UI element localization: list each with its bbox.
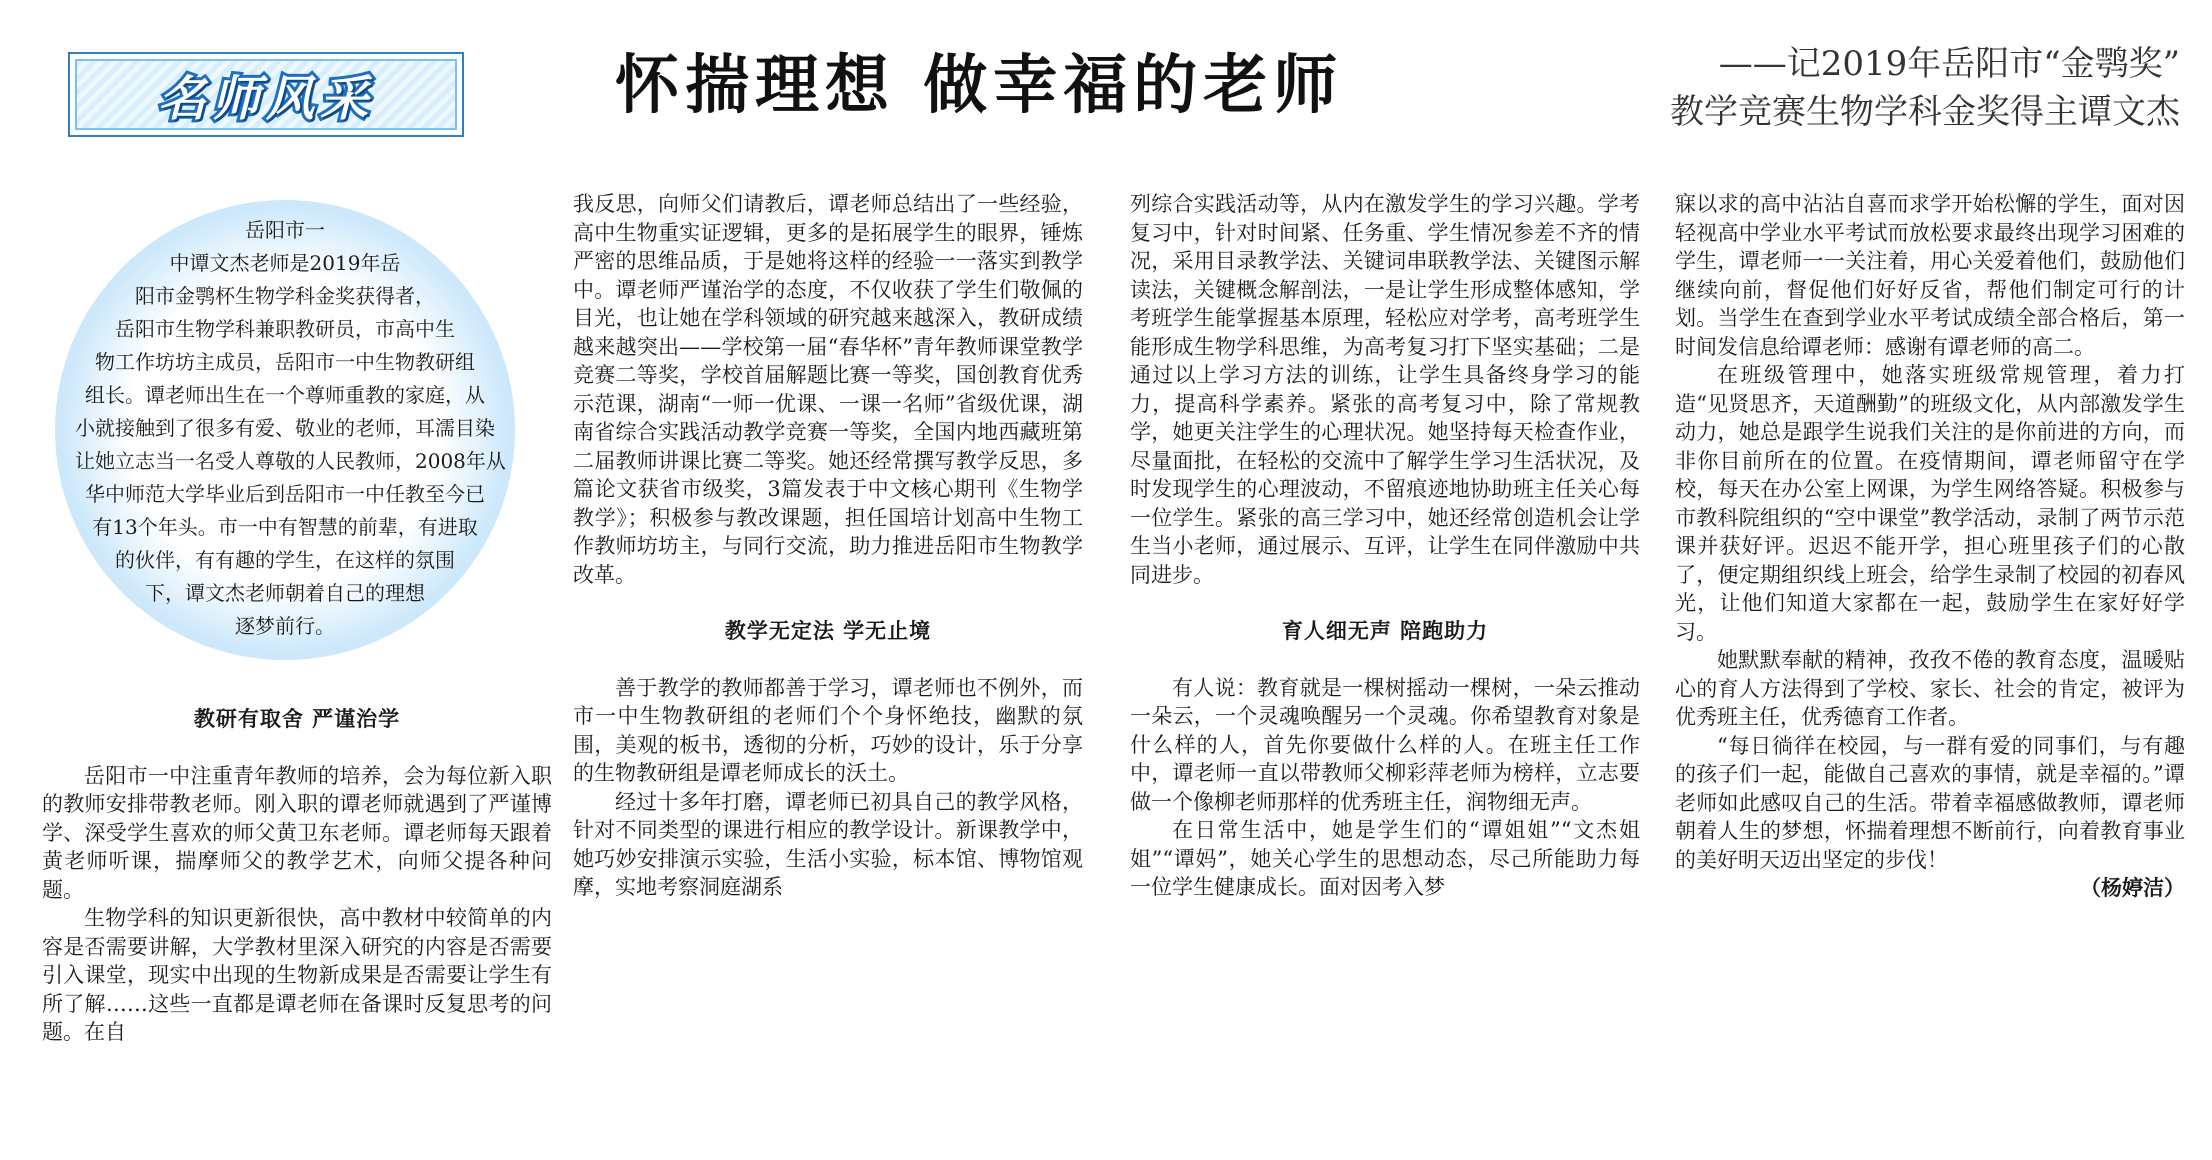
- intro-text: [75, 214, 506, 643]
- intro-line: 有13个年头。市一中有智慧的前辈，有进取: [92, 515, 478, 539]
- article-column-1: [42, 705, 552, 1047]
- intro-line: 的伙伴，有有趣的学生，在这样的氛围: [115, 548, 455, 572]
- body-paragraph: 在日常生活中，她是学生们的“谭姐姐”“文杰姐姐”“谭妈”，她关心学生的思想动态，尽己所能助力每一位学生健康成长。面对因考入梦: [1130, 818, 1640, 899]
- subheadline-line-1: ——记2019年岳阳市“金鹗奖”: [1718, 44, 2180, 84]
- body-paragraph: 我反思，向师父们请教后，谭老师总结出了一些经验，高中生物重实证逻辑，更多的是拓展学生的眼界，锤炼严密的思维品质，于是她将这样的经验一一落实到教学中。谭老师严谨治学的态度，不仅收获了学生们敬佩的目光，也让她在学科领域的研究越来越深入，教研成绩越来越突出——学校第一届“春华杯”青年教师课堂教学竞赛二等奖，学校首届解题比赛一等奖，国创教育优秀示范课，湖南“一师一优课、一课一名师”省级优课，湖南省综合实践活动教学竞赛一等奖，全国内地西藏班第二届教师讲课比赛二等奖。她还经常撰写教学反思，多篇论文获省市级奖，3篇发表于中文核心期刊《生物学教学》；积极参与教改课题，担任国培计划高中生物工作教师坊坊主，与同行交流，助力推进岳阳市生物教学改革。: [573, 192, 1083, 587]
- intro-line: 小就接触到了很多有爱、敬业的老师，耳濡目染: [75, 416, 495, 440]
- column-badge-frame: [75, 59, 457, 130]
- headline: 怀揣理想 做幸福的老师: [615, 49, 1344, 123]
- intro-line: 岳阳市一: [245, 218, 325, 242]
- body-paragraph: 列综合实践活动等，从内在激发学生的学习兴趣。学考复习中，针对时间紧、任务重、学生情况参差不齐的情况，采用目录教学法、关键词串联教学法、关键图示解读法，关键概念解剖法，一是让学生形成整体感知，学考班学生能掌握基本原理，轻松应对学考，高考班学生能形成生物学科思维，为高考复习打下坚实基础；二是通过以上学习方法的训练，让学生具备终身学习的能力，提高科学素养。紧张的高考复习中，除了常规教学，她更关注学生的心理状况。她坚持每天检查作业，尽量面批，在轻松的交流中了解学生学习生活状况，及时发现学生的心理波动，不留痕迹地协助班主任关心每一位学生。紧张的高三学习中，她还经常创造机会让学生当小老师，通过展示、互评，让学生在同伴激励中共同进步。: [1130, 192, 1640, 587]
- section-heading: 育人细无声 陪跑助力: [1281, 619, 1489, 643]
- intro-line: 组长。谭老师出生在一个尊师重教的家庭，从: [85, 383, 485, 407]
- subheadline: [1480, 40, 2180, 136]
- body-paragraph: 在班级管理中，她落实班级常规管理，着力打造“见贤思齐，天道酬勤”的班级文化，从内部激发学生动力，她总是跟学生说我们关注的是你前进的方向，而非你目前所在的位置。在疫情期间，谭老师留守在学校，每天在办公室上网课，为学生网络答疑。积极参与市教科院组织的“空中课堂”教学活动，录制了两节示范课并获好评。迟迟不能开学，担心班里孩子们的心散了，便定期组织线上班会，给学生录制了校园的初春风光，让他们知道大家都在一起，鼓励学生在家好好学习。: [1675, 363, 2185, 644]
- body-paragraph: 寐以求的高中沾沾自喜而求学开始松懈的学生，面对因轻视高中学业水平考试而放松要求最终出现学习困难的学生，谭老师一一关注着，用心关爱着他们，鼓励他们继续向前，督促他们好好反省，帮他们制定可行的计划。当学生在查到学业水平考试成绩全部合格后，第一时间发信息给谭老师：感谢有谭老师的高二。: [1675, 192, 2185, 359]
- intro-line: 中谭文杰老师是2019年岳: [169, 251, 401, 275]
- body-paragraph: 生物学科的知识更新很快，高中教材中较简单的内容是否需要讲解，大学教材里深入研究的内容是否需要引入课堂，现实中出现的生物新成果是否需要让学生有所了解……这些一直都是谭老师在备课时反复思考的问题。在自: [42, 906, 552, 1044]
- section-heading: 教学无定法 学无止境: [724, 619, 932, 643]
- body-paragraph: 她默默奉献的精神，孜孜不倦的教育态度，温暖贴心的育人方法得到了学校、家长、社会的肯定，被评为优秀班主任，优秀德育工作者。: [1675, 648, 2185, 729]
- author-credit: （杨婷洁）: [2080, 875, 2185, 900]
- intro-line: 物工作坊坊主成员，岳阳市一中生物教研组: [95, 350, 475, 374]
- body-paragraph: 善于教学的教师都善于学习，谭老师也不例外，而市一中生物教研组的老师们个个身怀绝技，幽默的氛围，美观的板书，透彻的分析，巧妙的设计，乐于分享的生物教研组是谭老师成长的沃土。: [573, 675, 1083, 785]
- body-paragraph: 经过十多年打磨，谭老师已初具自己的教学风格，针对不同类型的课进行相应的教学设计。新课教学中，她巧妙安排演示实验，生活小实验，标本馆、博物馆观摩，实地考察洞庭湖系: [573, 789, 1083, 899]
- intro-line: 华中师范大学毕业后到岳阳市一中任教至今已: [85, 482, 485, 506]
- body-paragraph: “每日徜徉在校园，与一群有爱的同事们，与有趣的孩子们一起，能做自己喜欢的事情，就是幸福的。”谭老师如此感叹自己的生活。带着幸福感做教师，谭老师朝着人生的梦想，怀揣着理想不断前行，向着教育事业的美好明天迈出坚定的步伐！: [1675, 733, 2185, 872]
- intro-line: 岳阳市生物学科兼职教研员，市高中生: [115, 317, 455, 341]
- intro-line: 下，谭文杰老师朝着自己的理想: [145, 581, 425, 605]
- intro-line: 阳市金鹗杯生物学科金奖获得者，: [135, 284, 435, 308]
- subheadline-line-2: 教学竞赛生物学科金奖得主谭文杰: [1670, 92, 2180, 132]
- article-column-4: [1675, 190, 2185, 903]
- column-badge-label: 名师风采: [157, 71, 374, 127]
- intro-line: 让她立志当一名受人尊敬的人民教师，2008年从: [75, 449, 506, 473]
- body-paragraph: 岳阳市一中注重青年教师的培养，会为每位新入职的教师安排带教老师。刚入职的谭老师就遇到了严谨博学、深受学生喜欢的师父黄卫东老师。谭老师每天跟着黄老师听课，揣摩师父的教学艺术，向师父提各种问题。: [42, 763, 552, 902]
- body-paragraph: 有人说：教育就是一棵树摇动一棵树，一朵云推动一朵云，一个灵魂唤醒另一个灵魂。你希望教育对象是什么样的人，首先你要做什么样的人。在班主任工作中，谭老师一直以带教师父柳彩萍老师为榜样，立志要做一个像柳老师那样的优秀班主任，润物细无声。: [1130, 675, 1640, 814]
- section-heading: 教研有取舍 严谨治学: [193, 707, 401, 731]
- column-badge: [68, 52, 464, 137]
- intro-line: 逐梦前行。: [235, 614, 335, 638]
- article-column-2: [573, 190, 1083, 902]
- article-column-3: [1130, 190, 1640, 902]
